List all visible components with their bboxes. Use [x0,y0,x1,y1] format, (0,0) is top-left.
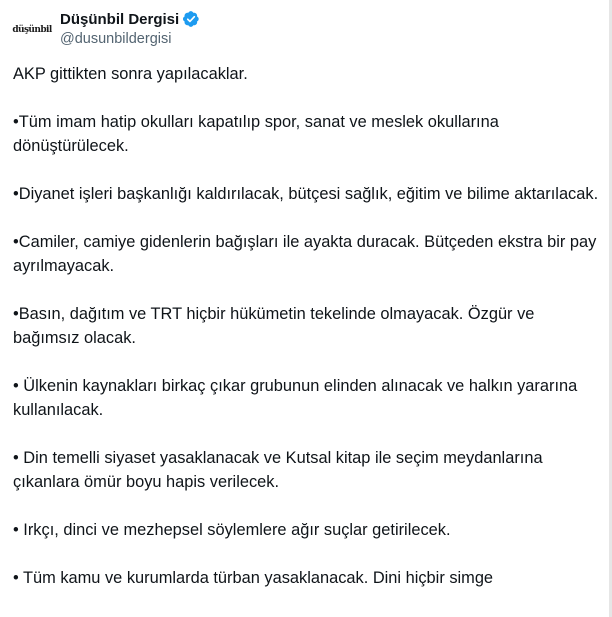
account-names [60,8,200,48]
tweet-paragraph: • Din temelli siyaset yasaklanacak ve Kutsal kitap ile seçim meydanlarına çıkanlara ömür boyu hapis verilecek. [13,449,543,491]
name-row [60,8,200,30]
avatar-logo-text: düşünbil [12,25,52,35]
tweet-paragraph: AKP gittikten sonra yapılacaklar. [13,65,248,83]
tweet-paragraph: •Tüm imam hatip okulları kapatılıp spor, sanat ve meslek okullarına dönüştürülecek. [13,113,499,155]
display-name[interactable]: Düşünbil Dergisi [60,10,180,28]
account-handle[interactable]: @dusunbildergisi [60,31,172,47]
tweet-text [13,62,603,614]
tweet-header [12,8,200,50]
tweet-paragraph: •Basın, dağıtım ve TRT hiçbir hükümetin tekelinde olmayacak. Özgür ve bağımsız olacak. [13,305,535,347]
avatar[interactable] [12,10,52,50]
verified-badge-icon [182,10,200,28]
tweet-paragraph: • Tüm kamu ve kurumlarda türban yasaklanacak. Dini hiçbir simge [13,569,494,587]
tweet-paragraph: • Ülkenin kaynakları birkaç çıkar grubunun elinden alınacak ve halkın yararına kullanılacak. [13,377,578,419]
tweet-paragraph: • Irkçı, dinci ve mezhepsel söylemlere ağır suçlar getirilecek. [13,521,451,539]
tweet-paragraph: •Diyanet işleri başkanlığı kaldırılacak, bütçesi sağlık, eğitim ve bilime aktarılacak. [13,185,599,203]
tweet-paragraph: •Camiler, camiye gidenlerin bağışları ile ayakta duracak. Bütçeden ekstra bir pay ayrılmayacak. [13,233,597,275]
